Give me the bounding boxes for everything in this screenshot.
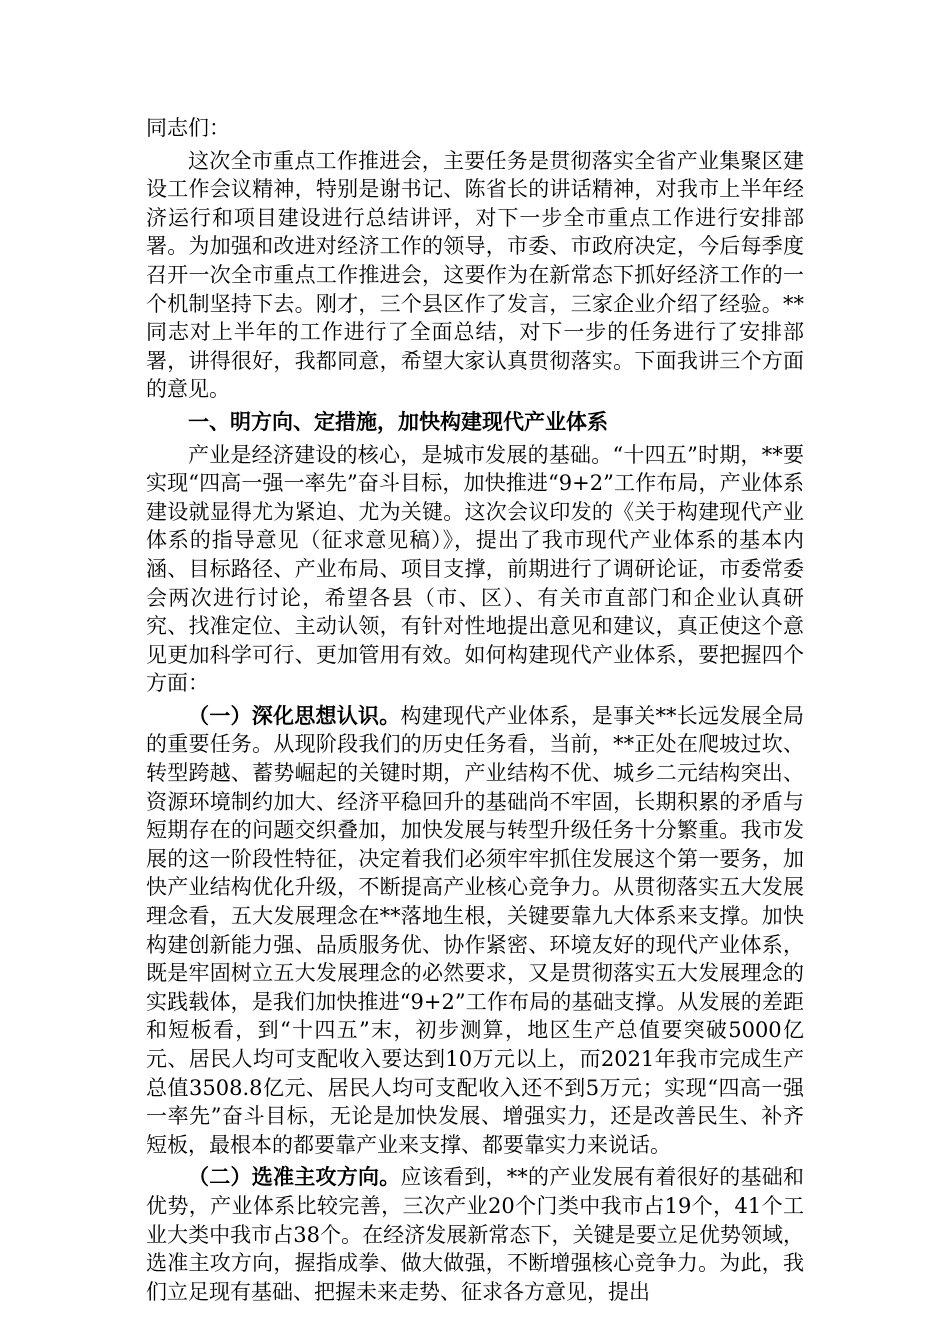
subsection-lead: （一）深化思想认识。: [188, 702, 401, 728]
subsection-paragraph: [146, 702, 804, 1160]
intro-paragraph-text: 这次全市重点工作推进会，主要任务是贯彻落实全省产业集聚区建设工作会议精神，特别是谢书记、陈省长的讲话精神，对我市上半年经济运行和项目建设进行总结讲评，对下一步全市重点工作进行安排部署。为加强和改进对经济工作的领导，市委、市政府决定，今后每季度召开一次全市重点工作推进会，这要作为在新常态下抓好经济工作的一个机制坚持下去。刚才，三个县区作了发言，三家企业介绍了经验。**同志对上半年的工作进行了全面总结，对下一步的任务进行了安排部署，讲得很好，我都同意，希望大家认真贯彻落实。下面我讲三个方面的意见。: [146, 148, 804, 402]
section-heading: 一、明方向、定措施，加快构建现代产业体系: [188, 408, 608, 434]
salutation: 同志们：: [146, 116, 230, 140]
section-paragraph-text: 产业是经济建设的核心，是城市发展的基础。“十四五”时期，**要实现“四高一强一率先”奋斗目标，加快推进“9+2”工作布局，产业体系建设就显得尤为紧迫、尤为关键。这次会议印发的《关于构建现代产业体系的指导意见（征求意见稿）》，提出了我市现代产业体系的基本内涵、目标路径、产业布局、项目支撑，前期进行了调研论证，市委常委会两次进行讨论，希望各县（市、区）、有关市直部门和企业认真研究、找准定位、主动认领，有针对性地提出意见和建议，真正使这个意见更加科学可行、更加管用有效。如何构建现代产业体系，要把握四个方面：: [146, 442, 804, 696]
subsection-text: 应该看到，**的产业发展有着很好的基础和优势，产业体系比较完善，三次产业20个门类中我市占19个，41个工业大类中我市占38个。在经济发展新常态下，关键是要立足优势领域，选准主攻方向，握指成拳、做大做强，不断增强核心竞争力。为此，我们立足现有基础、把握未来走势、征求各方意见，提出: [146, 1165, 804, 1304]
subsection-text: 构建现代产业体系，是事关**长远发展全局的重要任务。从现阶段我们的历史任务看，当前，**正处在爬坡过坎、转型跨越、蓄势崛起的关键时期，产业结构不优、城乡二元结构突出、资源环境制约加大、经济平稳回升的基础尚不牢固，长期积累的矛盾与短期存在的问题交织叠加，加快发展与转型升级任务十分繁重。我市发展的这一阶段性特征，决定着我们必须牢牢抓住发展这个第一要务，加快产业结构优化升级，不断提高产业核心竞争力。从贯彻落实五大发展理念看，五大发展理念在**落地生根，关键要靠九大体系来支撑。加快构建创新能力强、品质服务优、协作紧密、环境友好的现代产业体系，既是牢固树立五大发展理念的必然要求，又是贯彻落实五大发展理念的实践载体，是我们加快推进“9+2”工作布局的基础支撑。从发展的差距和短板看，到“十四五”末，初步测算，地区生产总值要突破5000亿元、居民人均可支配收入要达到10万元以上，而2021年我市完成生产总值3508.8亿元、居民人均可支配收入还不到5万元；实现“四高一强一率先”奋斗目标，无论是加快发展、增强实力，还是改善民生、补齐短板，最根本的都要靠产业来支撑、都要靠实力来说话。: [146, 703, 804, 1157]
section-paragraph: [146, 441, 804, 698]
intro-paragraph: [146, 147, 804, 404]
document-page: [146, 114, 804, 1306]
subsection-paragraph: [146, 1163, 804, 1306]
subsection-lead: （二）选准主攻方向。: [188, 1164, 401, 1190]
